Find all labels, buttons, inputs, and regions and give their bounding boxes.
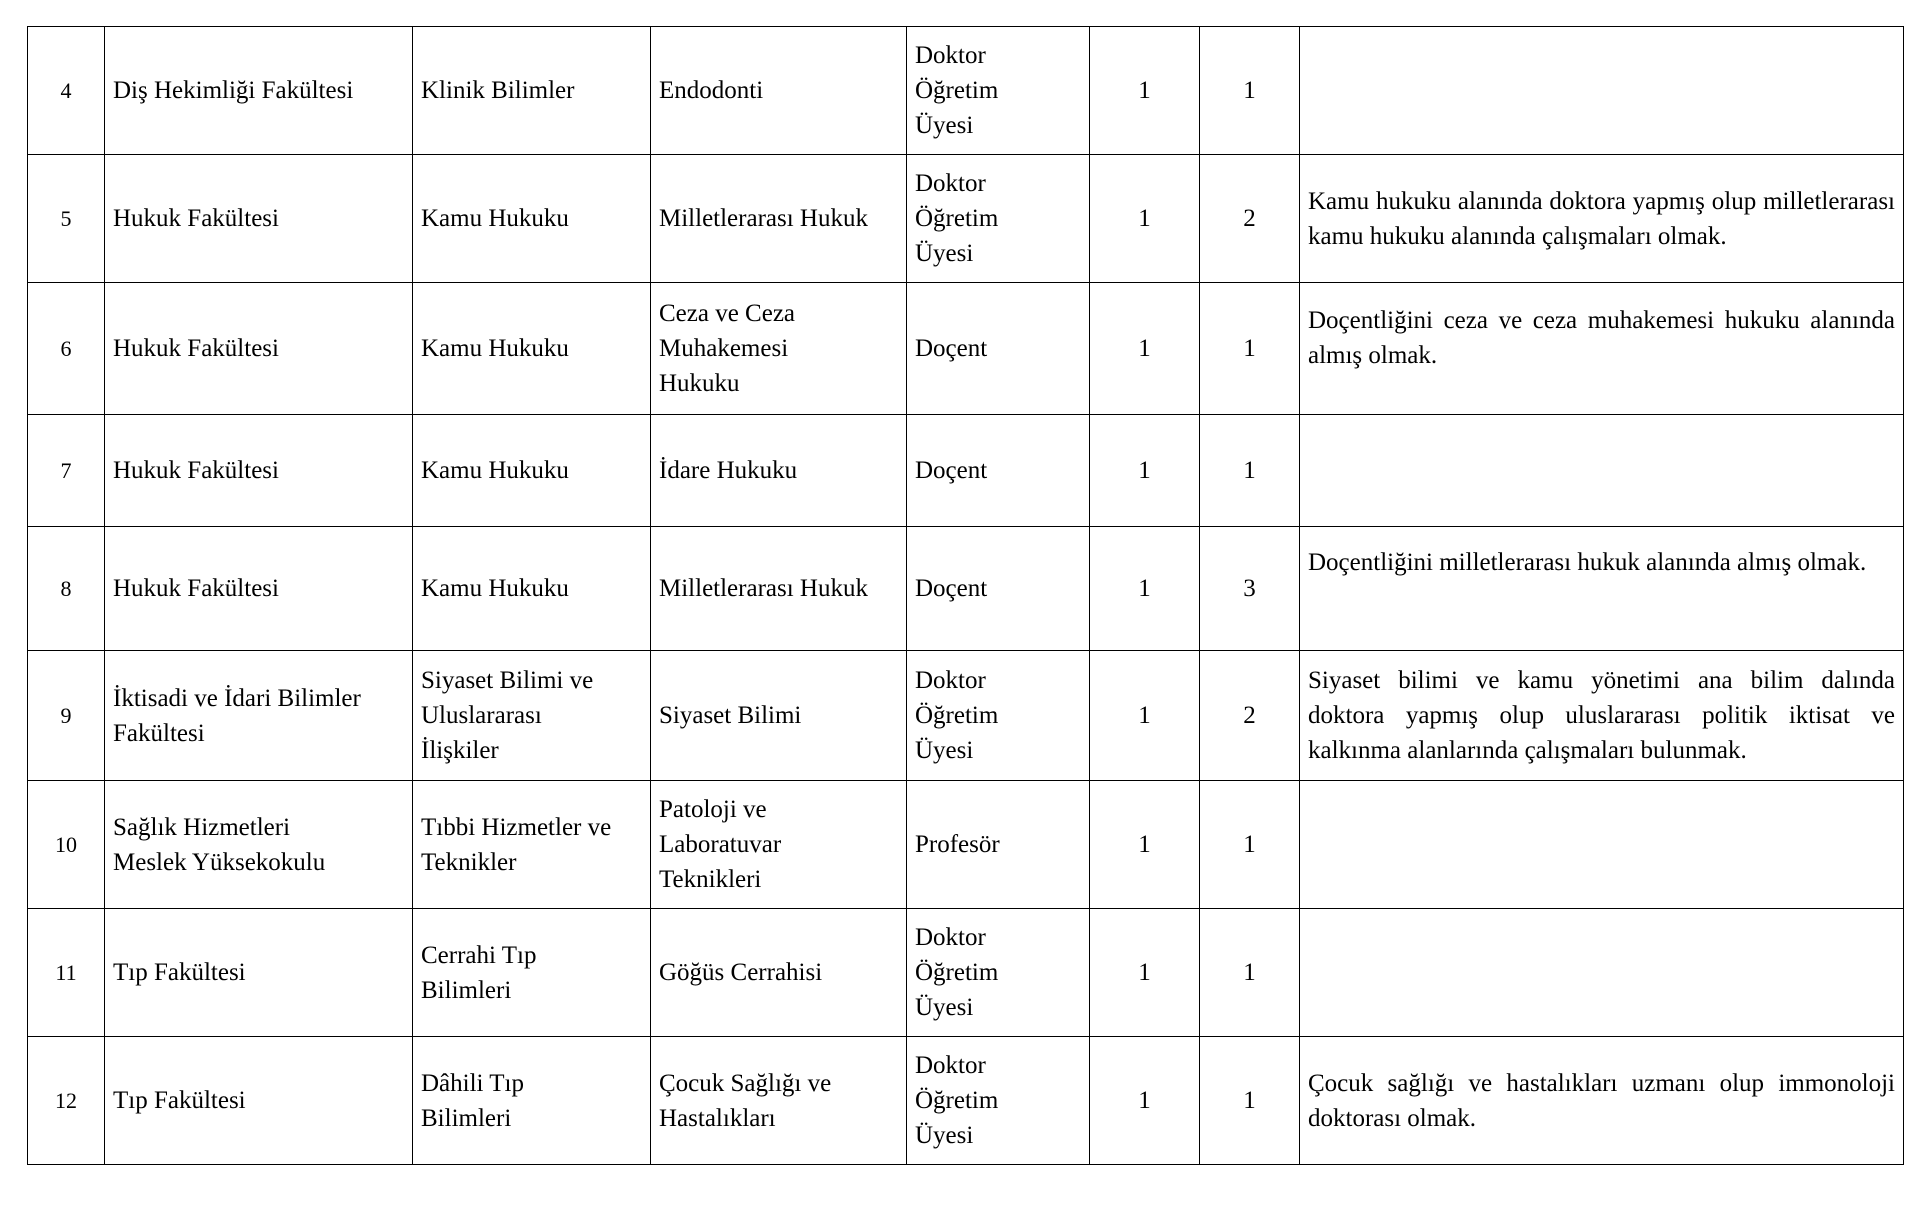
division-cell: İdare Hukuku xyxy=(651,415,907,527)
table-row xyxy=(28,155,1904,283)
department-cell: Tıbbi Hizmetler ve Teknikler xyxy=(413,781,651,909)
division-cell: Patoloji ve Laboratuvar Teknikleri xyxy=(651,781,907,909)
row-number-cell: 7 xyxy=(28,415,105,527)
degree-cell: 1 xyxy=(1090,283,1200,415)
count-cell: 2 xyxy=(1200,155,1300,283)
count-cell: 1 xyxy=(1200,283,1300,415)
table-row xyxy=(28,909,1904,1037)
table-row xyxy=(28,27,1904,155)
requirement-cell: Siyaset bilimi ve kamu yönetimi ana bilim dalında doktora yapmış olup uluslararası politik iktisat ve kalkınma alanlarında çalışmaları bulunmak. xyxy=(1300,651,1904,781)
degree-cell: 1 xyxy=(1090,415,1200,527)
requirement-cell: Çocuk sağlığı ve hastalıkları uzmanı olup immonoloji doktorası olmak. xyxy=(1300,1037,1904,1165)
count-cell: 2 xyxy=(1200,651,1300,781)
faculty-cell: Tıp Fakültesi xyxy=(105,909,413,1037)
requirement-cell: Kamu hukuku alanında doktora yapmış olup milletlerarası kamu hukuku alanında çalışmaları olmak. xyxy=(1300,155,1904,283)
department-cell: Kamu Hukuku xyxy=(413,415,651,527)
title-cell: Doçent xyxy=(907,527,1090,651)
row-number-cell: 12 xyxy=(28,1037,105,1165)
count-cell: 1 xyxy=(1200,909,1300,1037)
title-cell: Doktor Öğretim Üyesi xyxy=(907,1037,1090,1165)
division-cell: Milletlerarası Hukuk xyxy=(651,527,907,651)
title-cell: Doktor Öğretim Üyesi xyxy=(907,651,1090,781)
title-cell: Doktor Öğretim Üyesi xyxy=(907,155,1090,283)
faculty-cell: Hukuk Fakültesi xyxy=(105,527,413,651)
table-row xyxy=(28,781,1904,909)
table-row xyxy=(28,1037,1904,1165)
faculty-cell: Hukuk Fakültesi xyxy=(105,283,413,415)
title-cell: Doçent xyxy=(907,283,1090,415)
department-cell: Kamu Hukuku xyxy=(413,527,651,651)
row-number-cell: 8 xyxy=(28,527,105,651)
table-row xyxy=(28,283,1904,415)
requirement-cell xyxy=(1300,27,1904,155)
department-cell: Kamu Hukuku xyxy=(413,283,651,415)
requirement-cell xyxy=(1300,909,1904,1037)
degree-cell: 1 xyxy=(1090,527,1200,651)
faculty-cell: Tıp Fakültesi xyxy=(105,1037,413,1165)
faculty-cell: Sağlık Hizmetleri Meslek Yüksekokulu xyxy=(105,781,413,909)
faculty-cell: Hukuk Fakültesi xyxy=(105,155,413,283)
count-cell: 1 xyxy=(1200,781,1300,909)
table-body xyxy=(28,27,1904,1165)
row-number-cell: 10 xyxy=(28,781,105,909)
degree-cell: 1 xyxy=(1090,1037,1200,1165)
title-cell: Doktor Öğretim Üyesi xyxy=(907,27,1090,155)
department-cell: Cerrahi Tıp Bilimleri xyxy=(413,909,651,1037)
title-cell: Doktor Öğretim Üyesi xyxy=(907,909,1090,1037)
division-cell: Ceza ve Ceza Muhakemesi Hukuku xyxy=(651,283,907,415)
requirement-cell xyxy=(1300,781,1904,909)
row-number-cell: 11 xyxy=(28,909,105,1037)
degree-cell: 1 xyxy=(1090,27,1200,155)
count-cell: 1 xyxy=(1200,1037,1300,1165)
division-cell: Çocuk Sağlığı ve Hastalıkları xyxy=(651,1037,907,1165)
table-row xyxy=(28,415,1904,527)
count-cell: 3 xyxy=(1200,527,1300,651)
department-cell: Klinik Bilimler xyxy=(413,27,651,155)
department-cell: Kamu Hukuku xyxy=(413,155,651,283)
title-cell: Profesör xyxy=(907,781,1090,909)
requirement-cell: Doçentliğini milletlerarası hukuk alanında almış olmak. xyxy=(1300,527,1904,651)
division-cell: Siyaset Bilimi xyxy=(651,651,907,781)
row-number-cell: 9 xyxy=(28,651,105,781)
row-number-cell: 5 xyxy=(28,155,105,283)
division-cell: Göğüs Cerrahisi xyxy=(651,909,907,1037)
count-cell: 1 xyxy=(1200,27,1300,155)
degree-cell: 1 xyxy=(1090,155,1200,283)
positions-table xyxy=(27,26,1904,1165)
department-cell: Siyaset Bilimi ve Uluslararası İlişkiler xyxy=(413,651,651,781)
table-row xyxy=(28,527,1904,651)
degree-cell: 1 xyxy=(1090,651,1200,781)
degree-cell: 1 xyxy=(1090,909,1200,1037)
title-cell: Doçent xyxy=(907,415,1090,527)
row-number-cell: 4 xyxy=(28,27,105,155)
degree-cell: 1 xyxy=(1090,781,1200,909)
table-row xyxy=(28,651,1904,781)
faculty-cell: Hukuk Fakültesi xyxy=(105,415,413,527)
count-cell: 1 xyxy=(1200,415,1300,527)
faculty-cell: Diş Hekimliği Fakültesi xyxy=(105,27,413,155)
faculty-cell: İktisadi ve İdari Bilimler Fakültesi xyxy=(105,651,413,781)
division-cell: Milletlerarası Hukuk xyxy=(651,155,907,283)
division-cell: Endodonti xyxy=(651,27,907,155)
requirement-cell xyxy=(1300,415,1904,527)
department-cell: Dâhili Tıp Bilimleri xyxy=(413,1037,651,1165)
row-number-cell: 6 xyxy=(28,283,105,415)
requirement-cell: Doçentliğini ceza ve ceza muhakemesi hukuku alanında almış olmak. xyxy=(1300,283,1904,415)
